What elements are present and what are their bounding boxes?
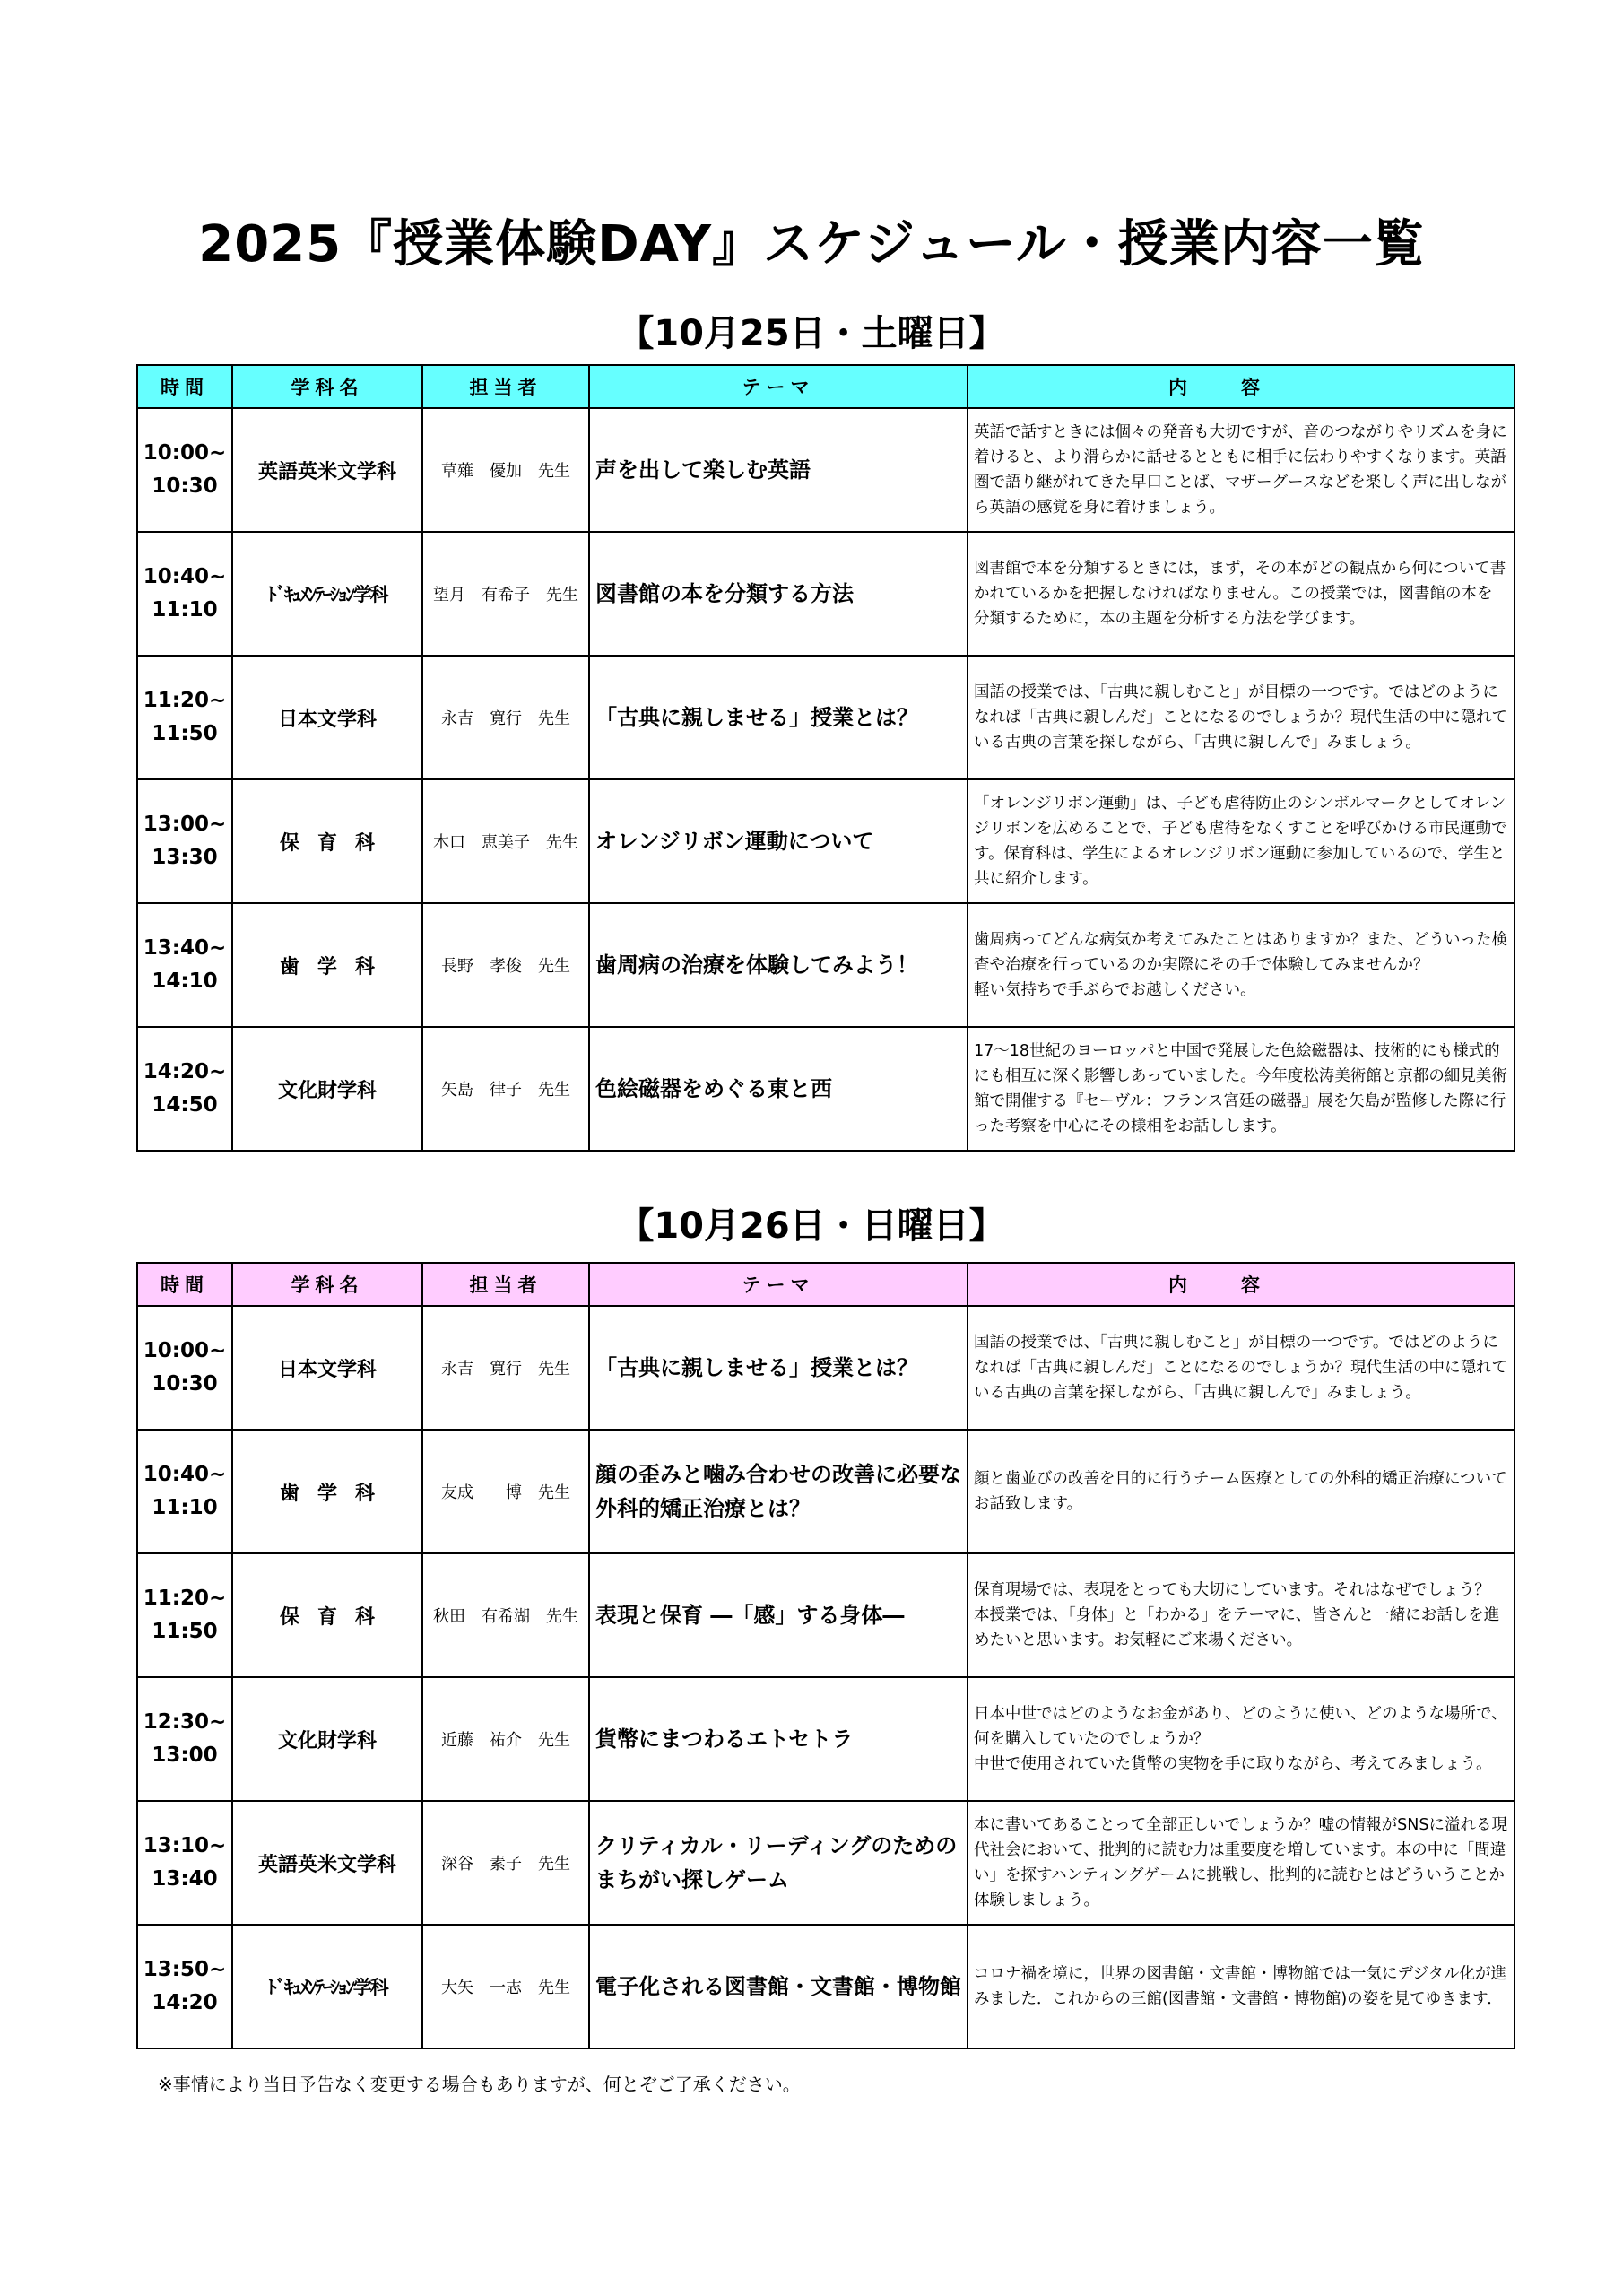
start-time: 11:20~ [143,689,227,712]
teacher-cell: 矢島 律子 先生 [422,1027,589,1151]
column-header: 時間 [137,365,232,408]
department-cell: 英語英米文学科 [232,408,422,532]
description-cell: コロナ禍を境に，世界の図書館・文書館・博物館では一気にデジタル化が進みました．これからの三館(図書館・文書館・博物館)の姿を見てゆきます． [968,1925,1515,2048]
end-time: 13:40 [152,1867,218,1891]
start-time: 13:10~ [143,1834,227,1857]
column-header: 内容 [968,365,1515,408]
description-cell: 保育現場では、表現をとっても大切にしています。それはなぜでしょう？ 本授業では、「身体」と「わかる」をテーマに、皆さんと一緒にお話しを進めたいと思います。お気軽にご来場ください。 [968,1553,1515,1677]
end-time: 11:50 [152,722,218,745]
schedule-table-day1 [136,364,1515,1152]
department-cell: ﾄﾞｷｭﾒﾝﾃｰｼｮﾝ学科 [232,532,422,656]
table-header-row [137,365,1515,408]
description-cell: 顔と歯並びの改善を目的に行うチーム医療としての外科的矯正治療についてお話致します。 [968,1430,1515,1553]
department-cell: 日本文学科 [232,656,422,779]
theme-cell: 表現と保育 ―「感」する身体― [589,1553,968,1677]
theme-cell: 図書館の本を分類する方法 [589,532,968,656]
page-title: 2025『授業体験DAY』スケジュール・授業内容一覧 [198,215,1425,274]
theme-cell: 声を出して楽しむ英語 [589,408,968,532]
day-heading-1: 【10月25日・土曜日】 [618,313,1005,354]
teacher-cell: 望月 有希子 先生 [422,532,589,656]
end-time: 14:10 [152,970,218,993]
theme-cell: 電子化される図書館・文書館・博物館 [589,1925,968,2048]
time-cell [137,1027,232,1151]
start-time: 10:00~ [143,1339,227,1362]
time-cell [137,903,232,1027]
department-cell: 歯学科 [232,1430,422,1553]
description-cell: 日本中世ではどのようなお金があり、どのように使い、どのような場所で、何を購入していたのでしょうか？ 中世で使用されていた貨幣の実物を手に取りながら、考えてみましょう。 [968,1677,1515,1801]
teacher-cell: 近藤 祐介 先生 [422,1677,589,1801]
description-cell: 「オレンジリボン運動」は、子ども虐待防止のシンボルマークとしてオレンジリボンを広めることで、子ども虐待をなくすことを呼びかける市民運動です。保育科は、学生によるオレンジリボン運動に参加しているので、学生と共に紹介します。 [968,779,1515,903]
table-row [137,1430,1515,1553]
description-cell: 英語で話すときには個々の発音も大切ですが、音のつながりやリズムを身に着けると、より滑らかに話せるとともに相手に伝わりやすくなります。英語圏で語り継がれてきた早口ことば、マザーグースなどを楽しく声に出しながら英語の感覚を身に着けましょう。 [968,408,1515,532]
theme-cell: 歯周病の治療を体験してみよう！ [589,903,968,1027]
start-time: 10:00~ [143,441,227,465]
table-row [137,903,1515,1027]
teacher-cell: 永吉 寛行 先生 [422,1306,589,1430]
end-time: 14:50 [152,1093,218,1117]
column-header: 時間 [137,1263,232,1306]
end-time: 11:10 [152,598,218,622]
end-time: 11:50 [152,1620,218,1643]
column-header: 担当者 [422,1263,589,1306]
description-cell: 国語の授業では、「古典に親しむこと」が目標の一つです。ではどのようになれば「古典に親しんだ」ことになるのでしょうか？現代生活の中に隠れている古典の言葉を探しながら、「古典に親しんで」みましょう。 [968,656,1515,779]
start-time: 10:40~ [143,1463,227,1486]
column-header: 学科名 [232,1263,422,1306]
time-cell [137,1801,232,1925]
table-row [137,779,1515,903]
description-cell: 図書館で本を分類するときには，まず，その本がどの観点から何について書かれているかを把握しなければなりません。この授業では，図書館の本を分類するために，本の主題を分析する方法を学びます。 [968,532,1515,656]
column-header: テーマ [589,1263,968,1306]
end-time: 14:20 [152,1991,218,2014]
start-time: 13:50~ [143,1958,227,1981]
time-cell [137,779,232,903]
theme-cell: オレンジリボン運動について [589,779,968,903]
table-row [137,656,1515,779]
start-time: 10:40~ [143,565,227,588]
table-row [137,1553,1515,1677]
teacher-cell: 大矢 一志 先生 [422,1925,589,2048]
department-cell: 歯学科 [232,903,422,1027]
theme-cell: 「古典に親しませる」授業とは？ [589,1306,968,1430]
department-cell: 保育科 [232,1553,422,1677]
teacher-cell: 永吉 寛行 先生 [422,656,589,779]
description-cell: 歯周病ってどんな病気か考えてみたことはありますか？また、どういった検査や治療を行っているのか実際にその手で体験してみませんか？ 軽い気持ちで手ぶらでお越しください。 [968,903,1515,1027]
department-cell: 文化財学科 [232,1027,422,1151]
theme-cell: 貨幣にまつわるエトセトラ [589,1677,968,1801]
start-time: 11:20~ [143,1587,227,1610]
end-time: 13:30 [152,846,218,869]
theme-cell: 「古典に親しませる」授業とは？ [589,656,968,779]
end-time: 10:30 [152,474,218,498]
footnote: ※事情により当日予告なく変更する場合もありますが、何とぞご了承ください。 [158,2074,801,2095]
teacher-cell: 深谷 素子 先生 [422,1801,589,1925]
department-cell: 文化財学科 [232,1677,422,1801]
table-row [137,1801,1515,1925]
column-header: 担当者 [422,365,589,408]
time-cell [137,532,232,656]
start-time: 13:40~ [143,936,227,960]
theme-cell: 色絵磁器をめぐる東と西 [589,1027,968,1151]
theme-cell: クリティカル・リーディングのためのまちがい探しゲーム [589,1801,968,1925]
column-header: 学科名 [232,365,422,408]
table-row [137,1027,1515,1151]
start-time: 12:30~ [143,1710,227,1734]
column-header: 内容 [968,1263,1515,1306]
day-heading-2: 【10月26日・日曜日】 [618,1205,1005,1247]
schedule-table-day2 [136,1262,1515,2049]
description-cell: 17～18世紀のヨーロッパと中国で発展した色絵磁器は、技術的にも様式的にも相互に深く影響しあっていました。今年度松涛美術館と京都の細見美術館で開催する『セーヴル：フランス宮廷の磁器』展を矢島が監修した際に行った考察を中心にその様相をお話しします。 [968,1027,1515,1151]
description-cell: 本に書いてあることって全部正しいでしょうか？嘘の情報がSNSに溢れる現代社会において、批判的に読む力は重要度を増しています。本の中に「間違い」を探すハンティングゲームに挑戦し、批判的に読むとはどういうことか体験しましょう。 [968,1801,1515,1925]
theme-cell: 顔の歪みと噛み合わせの改善に必要な外科的矯正治療とは？ [589,1430,968,1553]
department-cell: ﾄﾞｷｭﾒﾝﾃｰｼｮﾝ学科 [232,1925,422,2048]
column-header: テーマ [589,365,968,408]
time-cell [137,1677,232,1801]
end-time: 10:30 [152,1372,218,1396]
teacher-cell: 秋田 有希湖 先生 [422,1553,589,1677]
table-row [137,1677,1515,1801]
department-cell: 日本文学科 [232,1306,422,1430]
table-row [137,408,1515,532]
time-cell [137,1553,232,1677]
time-cell [137,656,232,779]
teacher-cell: 木口 恵美子 先生 [422,779,589,903]
description-cell: 国語の授業では、「古典に親しむこと」が目標の一つです。ではどのようになれば「古典に親しんだ」ことになるのでしょうか？現代生活の中に隠れている古典の言葉を探しながら、「古典に親しんで」みましょう。 [968,1306,1515,1430]
time-cell [137,1430,232,1553]
department-cell: 英語英米文学科 [232,1801,422,1925]
time-cell [137,1306,232,1430]
start-time: 14:20~ [143,1060,227,1083]
end-time: 11:10 [152,1496,218,1519]
time-cell [137,1925,232,2048]
time-cell [137,408,232,532]
end-time: 13:00 [152,1744,218,1767]
table-row [137,1925,1515,2048]
department-cell: 保育科 [232,779,422,903]
teacher-cell: 草薙 優加 先生 [422,408,589,532]
start-time: 13:00~ [143,813,227,836]
teacher-cell: 長野 孝俊 先生 [422,903,589,1027]
teacher-cell: 友成 博 先生 [422,1430,589,1553]
table-row [137,532,1515,656]
table-row [137,1306,1515,1430]
table-header-row [137,1263,1515,1306]
